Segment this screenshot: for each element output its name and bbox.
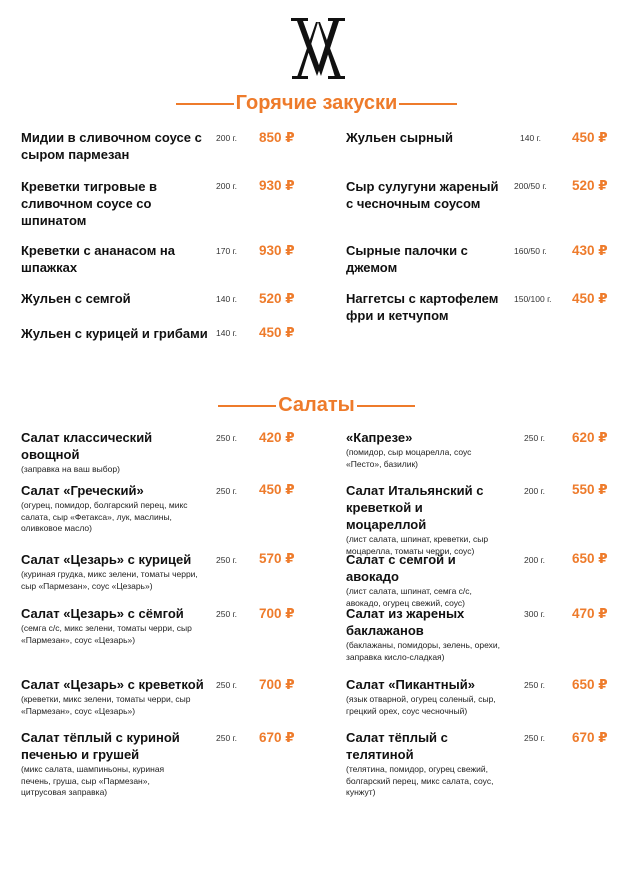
section-title-hot (0, 92, 633, 115)
item-price: 570 ₽ (259, 551, 295, 566)
item-weight: 140 г. (216, 294, 237, 304)
item-name: Сыр сулугуни жареный с чесночным соусом (346, 179, 499, 211)
menu-item (346, 676, 506, 717)
item-weight: 250 г. (524, 433, 545, 443)
title-line-right (357, 405, 415, 407)
monogram-va-logo (288, 18, 348, 80)
item-price: 420 ₽ (259, 430, 295, 445)
item-name: Наггетсы с картофелем фри и кетчупом (346, 291, 499, 323)
menu-item (21, 429, 196, 476)
menu-item (21, 178, 186, 229)
item-description: (микс салата, шампиньоны, куриная печень, груша, сыр «Пармезан», цитрусовая заправка) (21, 764, 165, 797)
item-name: Жульен с семгой (21, 291, 131, 306)
menu-item (346, 178, 506, 212)
item-weight: 160/50 г. (514, 246, 547, 256)
menu-item (346, 129, 506, 146)
item-name: Салат классический овощной (21, 430, 153, 462)
menu-item (346, 290, 501, 324)
item-price: 450 ₽ (259, 325, 295, 340)
item-description: (заправка на ваш выбор) (21, 464, 120, 474)
item-price: 450 ₽ (572, 130, 608, 145)
item-description: (куриная грудка, микс зелени, томаты черри, сыр «Пармезан», соус «Цезарь») (21, 569, 198, 591)
menu-item (21, 129, 206, 163)
item-name: Салат тёплый с куриной печенью и грушей (21, 730, 180, 762)
item-weight: 140 г. (520, 133, 541, 143)
section-title-salads (0, 394, 633, 417)
item-price: 550 ₽ (572, 482, 608, 497)
menu-item (346, 429, 496, 470)
item-name: Креветки с ананасом на шпажках (21, 243, 176, 275)
title-line-left (176, 103, 234, 105)
section-heading: Горячие закуски (235, 92, 398, 114)
item-price: 650 ₽ (572, 677, 608, 692)
item-name: Салат «Цезарь» с креветкой (21, 677, 204, 692)
menu-item (346, 605, 506, 663)
title-line-right (399, 103, 457, 105)
item-name: Салат «Пикантный» (346, 677, 475, 692)
menu-item (21, 482, 211, 535)
item-weight: 200 г. (524, 486, 545, 496)
menu-item (21, 325, 211, 342)
item-price: 450 ₽ (572, 291, 608, 306)
item-weight: 250 г. (216, 555, 237, 565)
item-weight: 200 г. (524, 555, 545, 565)
item-description: (семга с/с, микс зелени, томаты черри, сыр «Пармезан», соус «Цезарь») (21, 623, 192, 645)
item-description: (баклажаны, помидоры, зелень, орехи, заправка кисло-сладкая) (346, 640, 500, 662)
item-weight: 250 г. (216, 733, 237, 743)
item-name: Салат тёплый с телятиной (346, 730, 448, 762)
menu-item (346, 482, 506, 557)
item-weight: 300 г. (524, 609, 545, 619)
menu-item (21, 290, 206, 307)
item-name: Салат «Цезарь» с сёмгой (21, 606, 184, 621)
item-price: 650 ₽ (572, 551, 608, 566)
item-weight: 250 г. (524, 680, 545, 690)
menu-item (21, 551, 206, 592)
item-price: 430 ₽ (572, 243, 608, 258)
item-name: Салат «Цезарь» с курицей (21, 552, 192, 567)
item-name: «Капрезе» (346, 430, 413, 445)
item-weight: 250 г. (524, 733, 545, 743)
item-weight: 150/100 г. (514, 294, 552, 304)
item-price: 930 ₽ (259, 243, 295, 258)
menu-item (21, 676, 211, 717)
item-description: (телятина, помидор, огурец свежий, болгарский перец, микс салата, соус, кунжут) (346, 764, 494, 797)
item-price: 700 ₽ (259, 677, 295, 692)
item-name: Салат из жареных баклажанов (346, 606, 465, 638)
item-price: 700 ₽ (259, 606, 295, 621)
title-line-left (218, 405, 276, 407)
item-description: (креветки, микс зелени, томаты черри, сыр «Пармезан», соус «Цезарь») (21, 694, 191, 716)
item-weight: 140 г. (216, 328, 237, 338)
item-weight: 170 г. (216, 246, 237, 256)
item-price: 470 ₽ (572, 606, 608, 621)
menu-item (346, 551, 506, 609)
item-description: (лист салата, шпинат, семга с/с, авокадо, огурец свежий, соус) (346, 586, 472, 608)
item-description: (лист салата, шпинат, креветки, сыр моцарелла, томаты черри, соус) (346, 534, 489, 556)
item-weight: 200 г. (216, 181, 237, 191)
item-price: 850 ₽ (259, 130, 295, 145)
item-name: Салат Итальянский с креветкой и моцареллой (346, 483, 484, 532)
item-name: Салат с семгой и авокадо (346, 552, 456, 584)
item-price: 670 ₽ (259, 730, 295, 745)
item-name: Мидии в сливочном соусе с сыром пармезан (21, 130, 202, 162)
item-price: 520 ₽ (572, 178, 608, 193)
item-weight: 200/50 г. (514, 181, 547, 191)
item-description: (огурец, помидор, болгарский перец, микс салата, сыр «Фетакса», лук, маслины, оливковое масло) (21, 500, 188, 533)
item-price: 930 ₽ (259, 178, 295, 193)
item-price: 450 ₽ (259, 482, 295, 497)
item-weight: 250 г. (216, 486, 237, 496)
item-name: Салат «Греческий» (21, 483, 144, 498)
item-weight: 250 г. (216, 680, 237, 690)
section-heading: Салаты (278, 394, 355, 416)
menu-item (21, 242, 186, 276)
menu-item (21, 605, 206, 646)
item-weight: 250 г. (216, 433, 237, 443)
item-description: (помидор, сыр моцарелла, соус «Песто», базилик) (346, 447, 472, 469)
item-price: 670 ₽ (572, 730, 608, 745)
menu-item (346, 729, 506, 799)
item-price: 520 ₽ (259, 291, 295, 306)
item-name: Жульен с курицей и грибами (21, 326, 208, 341)
item-description: (язык отварной, огурец соленый, сыр, грецкий орех, соус чесночный) (346, 694, 496, 716)
menu-item (21, 729, 191, 799)
item-name: Сырные палочки с джемом (346, 243, 468, 275)
item-name: Жульен сырный (346, 130, 453, 145)
item-weight: 250 г. (216, 609, 237, 619)
menu-item (346, 242, 506, 276)
item-weight: 200 г. (216, 133, 237, 143)
item-name: Креветки тигровые в сливочном соусе со шпинатом (21, 179, 158, 228)
item-price: 620 ₽ (572, 430, 608, 445)
